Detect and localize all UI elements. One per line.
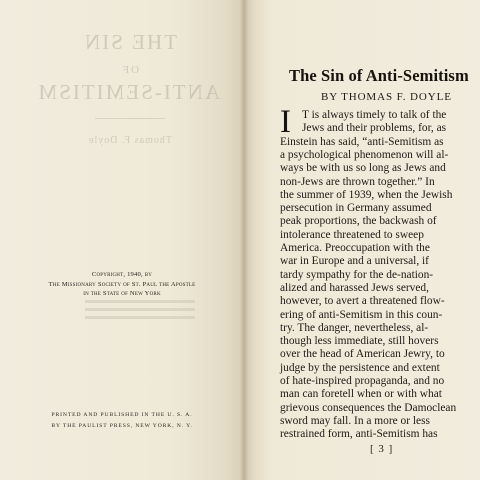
copyright-line: in the State of New York	[83, 290, 161, 297]
body-text-line: a psychological phenomenon will al-	[280, 148, 449, 161]
body-text-line: man can foretell when or with what	[280, 388, 442, 401]
body-text-line: intolerance threatened to sweep	[280, 228, 424, 241]
body-text-line: over the head of American Jewry, to	[280, 348, 445, 361]
body-text-line: ways be with us so long as Jews and	[280, 162, 446, 175]
body-text-line: however, to avert a threatened flow-	[280, 295, 445, 308]
book-gutter	[240, 0, 248, 480]
show-through-of: OF	[120, 64, 140, 76]
show-through-title: THE SIN	[83, 30, 177, 54]
body-text-line: alized and harassed Jews served,	[280, 281, 429, 294]
body-text-line: tardy sympathy for the de-nation-	[280, 268, 434, 281]
show-through-block	[85, 300, 195, 303]
copyright-line: Copyright, 1940, by	[91, 271, 153, 278]
body-text-line: sword may fall. In a more or less	[280, 414, 430, 427]
imprint-line: BY THE PAULIST PRESS, NEW YORK, N. Y.	[51, 423, 193, 429]
body-text-line: Einstein has said, “anti-Semitism as	[280, 135, 444, 148]
publisher-imprint	[0, 410, 244, 432]
body-text-line: non-Jews are thrown together.” In	[280, 175, 435, 188]
body-text-line: of hate-inspired propaganda, and no	[280, 375, 445, 387]
body-text-line: ering of anti-Semitism in this coun-	[280, 308, 443, 321]
body-text-line: restrained form, anti-Semitism has	[280, 428, 438, 441]
body-text-line: though less immediate, still hovers	[280, 335, 439, 348]
body-text-line: T is always timely to talk of the	[302, 109, 447, 121]
body-text-line: war in Europe and a universal, if	[280, 255, 429, 268]
copyright-line: The Missionary Society of St. Paul the Apostle	[48, 280, 196, 288]
body-text-line: Jews and their problems, for, as	[302, 122, 447, 135]
show-through-block	[85, 316, 195, 319]
body-text-line: peak proportions, the backwash of	[280, 215, 437, 228]
show-through-block	[85, 308, 195, 311]
body-text-line: America. Preoccupation with the	[280, 242, 430, 254]
chapter-title: The Sin of Anti-Semitism	[289, 66, 469, 85]
body-text-line: judge by the persistence and extent	[280, 361, 440, 374]
copyright-notice	[0, 270, 244, 299]
body-text-line: try. The danger, nevertheless, al-	[280, 321, 429, 334]
drop-cap: I	[280, 104, 291, 140]
imprint-line: PRINTED AND PUBLISHED IN THE U. S. A.	[51, 412, 193, 418]
author-byline: BY THOMAS F. DOYLE	[321, 91, 452, 103]
right-page	[244, 0, 480, 480]
body-text-line: the summer of 1939, when the Jewish	[280, 188, 453, 201]
page-number: [ 3 ]	[370, 442, 394, 455]
show-through-author: Thomas F. Doyle	[88, 135, 172, 146]
body-text-line: persecution in Germany assumed	[280, 202, 432, 215]
show-through-subtitle: ANTI-SEMITISM	[36, 80, 220, 104]
show-through-rule	[95, 118, 165, 119]
body-text-line: grievous consequences the Damoclean	[280, 401, 457, 414]
